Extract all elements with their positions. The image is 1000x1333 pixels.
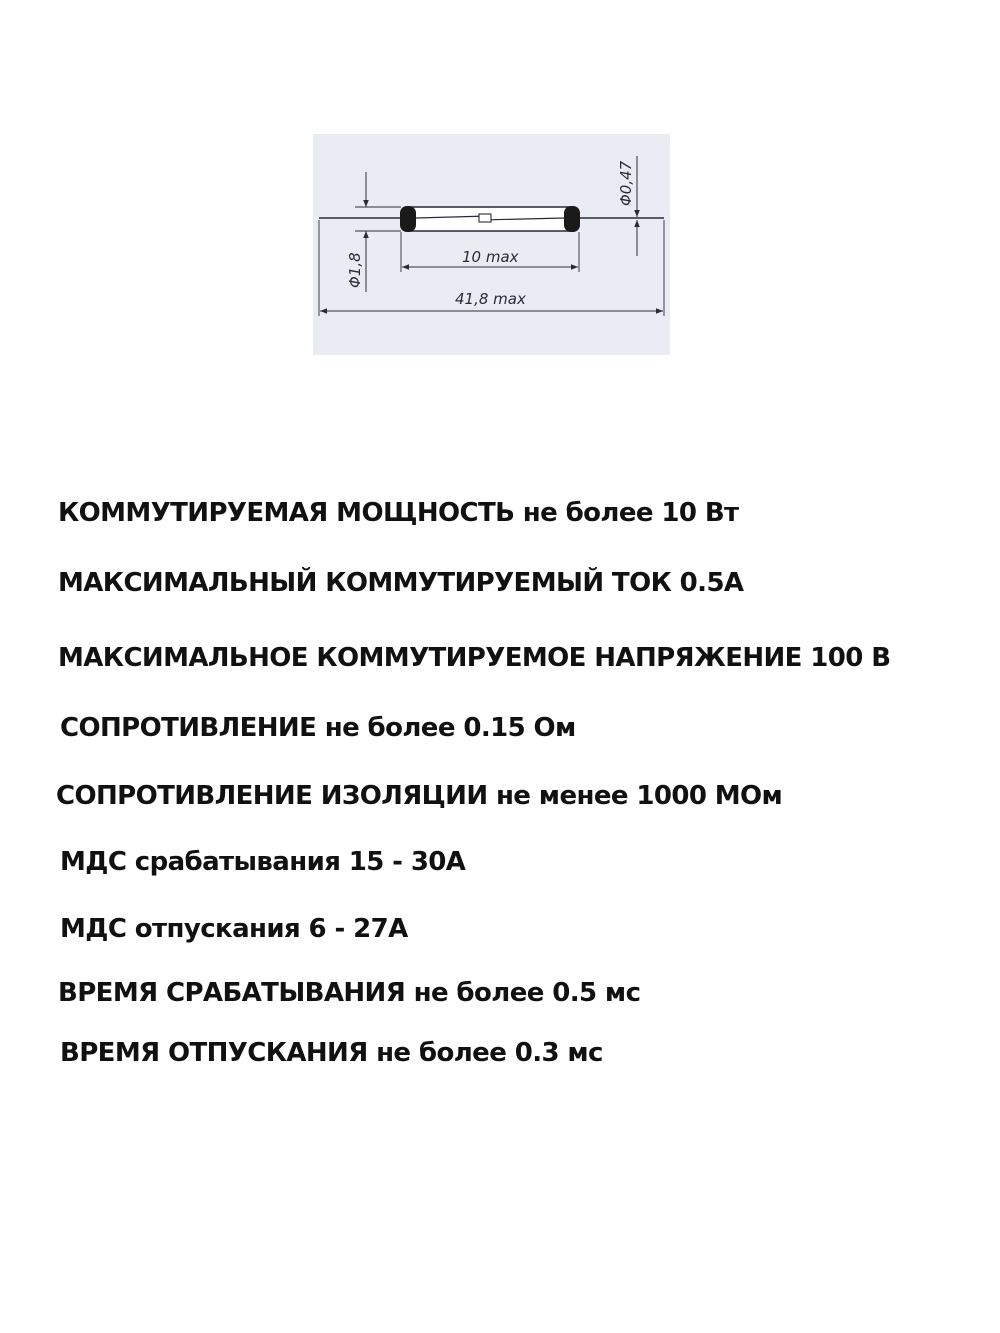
- right-end-cap: [564, 206, 580, 232]
- lead-diameter-label: Φ0,47: [617, 160, 635, 206]
- contact-gap: [479, 214, 491, 222]
- spec-max-switching-voltage: МАКСИМАЛЬНОЕ КОММУТИРУЕМОЕ НАПРЯЖЕНИЕ 100 В: [58, 643, 891, 673]
- reed-switch-drawing: [313, 134, 670, 355]
- spec-contact-resistance: СОПРОТИВЛЕНИЕ не более 0.15 Ом: [60, 713, 576, 743]
- spec-pull-in-mmf: МДС срабатывания 15 - 30А: [60, 847, 466, 877]
- body-length-label: 10 max: [462, 248, 519, 266]
- spec-drop-out-mmf: МДС отпускания 6 - 27А: [60, 914, 408, 944]
- spec-max-switching-current: МАКСИМАЛЬНЫЙ КОММУТИРУЕМЫЙ ТОК 0.5А: [58, 568, 744, 598]
- spec-release-time: ВРЕМЯ ОТПУСКАНИЯ не более 0.3 мс: [60, 1038, 603, 1068]
- spec-operate-time: ВРЕМЯ СРАБАТЫВАНИЯ не более 0.5 мс: [58, 978, 641, 1008]
- total-length-label: 41,8 max: [455, 290, 526, 308]
- reed-switch-drawing-svg: [313, 134, 670, 355]
- spec-switching-power: КОММУТИРУЕМАЯ МОЩНОСТЬ не более 10 Вт: [58, 498, 739, 528]
- spec-insulation-resistance: СОПРОТИВЛЕНИЕ ИЗОЛЯЦИИ не менее 1000 МОм: [56, 781, 783, 811]
- left-end-cap: [400, 206, 416, 232]
- body-diameter-label: Φ1,8: [346, 252, 364, 288]
